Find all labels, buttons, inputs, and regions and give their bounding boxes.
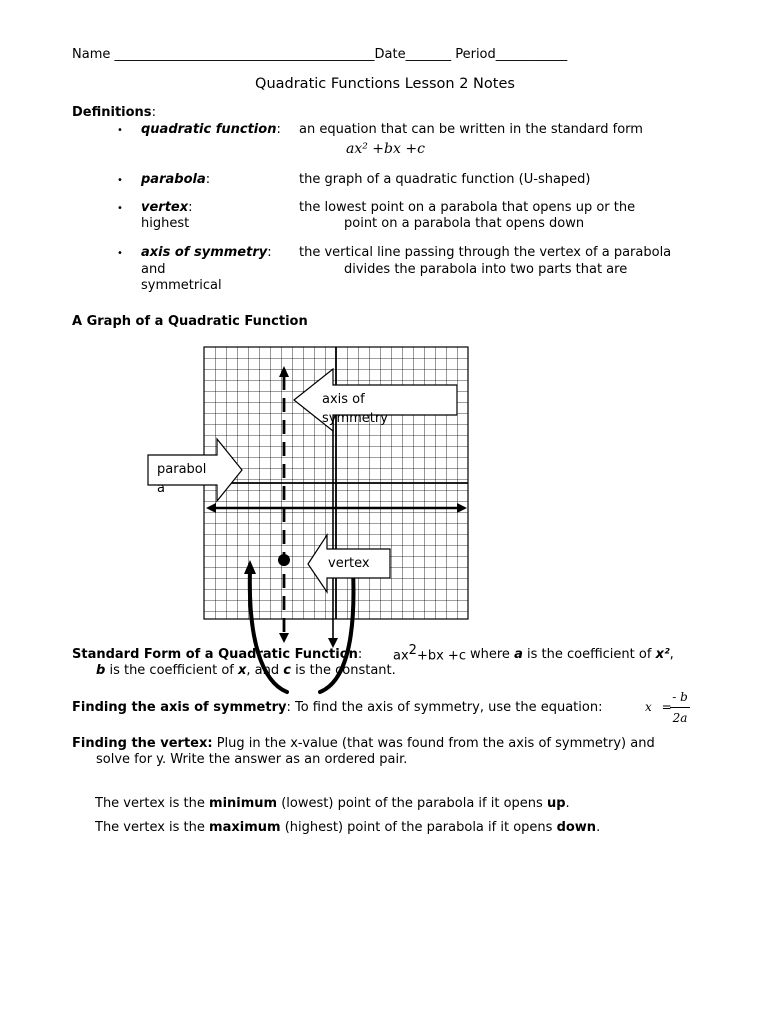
term-text: parabola bbox=[141, 172, 206, 187]
note-period: . bbox=[596, 820, 601, 835]
formula-rest: +bx +c bbox=[416, 648, 466, 664]
text-and: , and bbox=[246, 663, 280, 678]
eq-equals: = bbox=[661, 700, 672, 714]
note-bold: maximum bbox=[209, 820, 281, 835]
note-bold: down bbox=[556, 820, 597, 835]
note-text: The vertex is the bbox=[95, 820, 205, 835]
axis-eq-numerator: - b bbox=[672, 690, 688, 704]
callout-axis-label-line1: axis of bbox=[322, 392, 365, 407]
graph-heading: A Graph of a Quadratic Function bbox=[72, 314, 308, 329]
name-label: Name bbox=[72, 47, 111, 62]
note-maximum bbox=[95, 820, 600, 835]
axis-eq-lhs bbox=[645, 700, 672, 714]
fraction-bar bbox=[670, 707, 690, 708]
var-x2: x² bbox=[655, 647, 670, 662]
callout-parabola-label-line2: a bbox=[157, 481, 165, 496]
standard-form-explanation-line1 bbox=[470, 647, 674, 662]
definition-axis-line1: the vertical line passing through the vertex of a parabola bbox=[299, 245, 672, 260]
var-a: a bbox=[514, 647, 523, 662]
note-bold: minimum bbox=[209, 796, 278, 811]
note-minimum bbox=[95, 796, 570, 811]
text-where: where bbox=[470, 647, 510, 662]
vertex-paragraph-line2: solve for y. Write the answer as an ordered pair. bbox=[96, 752, 408, 767]
standard-form-heading bbox=[72, 647, 362, 662]
definition-vertex-line1: the lowest point on a parabola that opens up or the bbox=[299, 200, 636, 215]
date-blank[interactable]: _______ bbox=[405, 47, 452, 62]
term-text: vertex bbox=[141, 200, 189, 215]
bullet-icon: • bbox=[117, 175, 123, 186]
note-text: The vertex is the bbox=[95, 796, 205, 811]
vertex-paragraph-line1 bbox=[72, 736, 655, 751]
standard-form-equation bbox=[393, 643, 466, 663]
definition-vertex-wrap: highest bbox=[141, 216, 190, 231]
standard-form-heading-text: Standard Form of a Quadratic Function bbox=[72, 647, 358, 662]
axis-symmetry-paragraph bbox=[72, 700, 602, 715]
definition-parabola: the graph of a quadratic function (U-shaped) bbox=[299, 172, 591, 187]
vertex-heading: Finding the vertex: bbox=[72, 736, 213, 751]
definition-axis-line3: symmetrical bbox=[141, 278, 222, 293]
var-c: c bbox=[283, 663, 291, 678]
term-text: quadratic function bbox=[141, 122, 277, 137]
text-constant: is the constant. bbox=[295, 663, 396, 678]
term-colon: : bbox=[267, 245, 272, 260]
bullet-icon: • bbox=[117, 248, 123, 259]
definitions-heading-text: Definitions bbox=[72, 105, 152, 120]
axis-symmetry-heading: Finding the axis of symmetry bbox=[72, 700, 287, 715]
axis-symmetry-text: : To find the axis of symmetry, use the equation: bbox=[286, 700, 603, 715]
var-b: b bbox=[96, 663, 106, 678]
name-blank[interactable]: ________________________________________ bbox=[114, 47, 375, 62]
text-coeff: is the coefficient of bbox=[527, 647, 652, 662]
note-bold: up bbox=[546, 796, 566, 811]
page-title: Quadratic Functions Lesson 2 Notes bbox=[255, 76, 515, 92]
note-text: (lowest) point of the parabola if it opens bbox=[281, 796, 543, 811]
definitions-colon: : bbox=[151, 105, 156, 120]
callout-vertex-label: vertex bbox=[328, 556, 370, 571]
definition-axis-line2: divides the parabola into two parts that are bbox=[344, 262, 628, 277]
callout-parabola-label-line1: parabol bbox=[157, 462, 207, 477]
note-period: . bbox=[565, 796, 570, 811]
term-colon: : bbox=[276, 122, 281, 137]
period-blank[interactable]: ___________ bbox=[495, 47, 568, 62]
vertex-text1: Plug in the x-value (that was found from the axis of symmetry) and bbox=[216, 736, 655, 751]
standard-form-explanation-line2 bbox=[96, 663, 396, 678]
bullet-icon: • bbox=[117, 203, 123, 214]
axis-down-arrow-icon bbox=[279, 633, 289, 643]
axis-eq-denominator: 2a bbox=[672, 711, 688, 725]
term-colon: : bbox=[188, 200, 193, 215]
period-label: Period bbox=[455, 47, 496, 62]
term-colon: : bbox=[205, 172, 211, 187]
term-text: axis of symmetry bbox=[141, 245, 268, 260]
formula-exponent: 2 bbox=[408, 643, 417, 658]
definition-vertex-line2: point on a parabola that opens down bbox=[344, 216, 585, 231]
text-coeff-2: is the coefficient of bbox=[109, 663, 234, 678]
callout-axis-label-line2: symmetry bbox=[322, 411, 388, 426]
vertex-point bbox=[278, 554, 290, 566]
date-label: Date bbox=[374, 47, 406, 62]
text-comma: , bbox=[669, 647, 674, 662]
definition-quadratic-function: an equation that can be written in the standard form bbox=[299, 122, 643, 137]
var-x: x bbox=[238, 663, 247, 678]
standard-form-formula: ax² +bx +c bbox=[346, 141, 425, 157]
formula-base: ax bbox=[393, 648, 409, 664]
note-text: (highest) point of the parabola if it opens bbox=[284, 820, 553, 835]
eq-x: x bbox=[645, 700, 652, 714]
definition-axis-wrap: and bbox=[141, 262, 166, 277]
bullet-icon: • bbox=[117, 125, 123, 136]
standard-form-colon: : bbox=[357, 647, 363, 662]
